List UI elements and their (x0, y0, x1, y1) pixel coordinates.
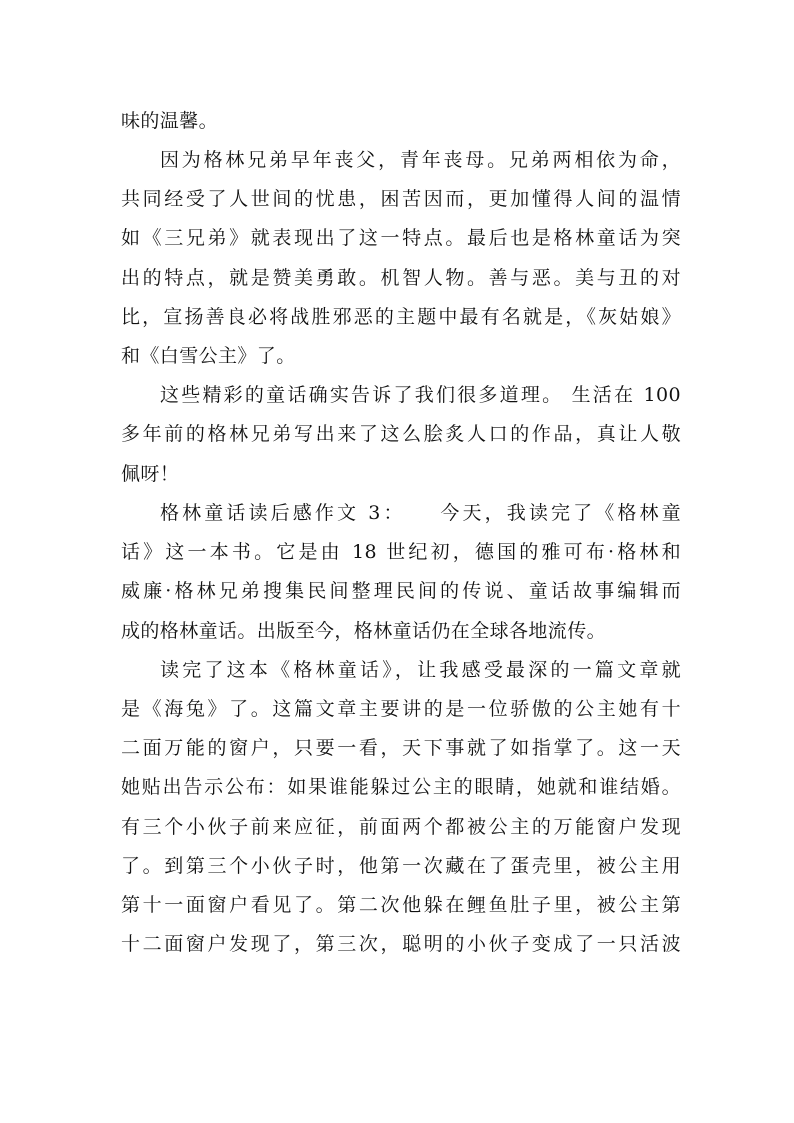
text-line: 她贴出告示公布：如果谁能躲过公主的眼睛，她就和谁结婚。 (121, 776, 681, 798)
text-line: 味的温馨。 (121, 110, 219, 132)
text-line: 威廉·格林兄弟搜集民间整理民间的传说、童话故事编辑而 (121, 580, 681, 602)
text-line: 是《海兔》了。这篇文章主要讲的是一位骄傲的公主她有十 (121, 698, 681, 720)
text-line: 比，宣扬善良必将战胜邪恶的主题中最有名就是，《灰姑娘》 (121, 306, 681, 328)
text-line: 成的格林童话。出版至今，格林童话仍在全球各地流传。 (121, 620, 607, 642)
text-line: 有三个小伙子前来应征，前面两个都被公主的万能窗户发现 (121, 816, 681, 838)
paragraph-start-line: 读完了这本《格林童话》，让我感受最深的一篇文章就 (160, 659, 681, 681)
paragraph-start-line: 因为格林兄弟早年丧父，青年丧母。兄弟两相依为命， (160, 149, 681, 171)
text-line: 二面万能的窗户，只要一看，天下事就了如指掌了。这一天 (121, 737, 681, 759)
text-line: 和《白雪公主》了。 (121, 345, 296, 367)
text-line: 十二面窗户发现了，第三次，聪明的小伙子变成了一只活波 (121, 933, 681, 955)
text-line: 共同经受了人世间的忧患，困苦因而，更加懂得人间的温情 (121, 188, 681, 210)
text-line: 了。到第三个小伙子时，他第一次藏在了蛋壳里，被公主用 (121, 855, 681, 877)
text-line: 出的特点，就是赞美勇敢。机智人物。善与恶。美与丑的对 (121, 267, 681, 289)
text-line: 多年前的格林兄弟写出来了这么脍炙人口的作品，真让人敬 (121, 423, 681, 445)
text-line: 第十一面窗户看见了。第二次他躲在鲤鱼肚子里，被公主第 (121, 894, 681, 916)
text-line: 话》这一本书。它是由 18 世纪初，德国的雅可布·格林和 (121, 541, 681, 563)
paragraph-start-line: 这些精彩的童话确实告诉了我们很多道理。 生活在 100 (160, 384, 681, 406)
paragraph-start-line: 格林童话读后感作文 3： 今天，我读完了《格林童 (160, 502, 681, 524)
text-line: 如《三兄弟》就表现出了这一特点。最后也是格林童话为突 (121, 227, 681, 249)
text-line: 佩呀！ (121, 463, 180, 485)
